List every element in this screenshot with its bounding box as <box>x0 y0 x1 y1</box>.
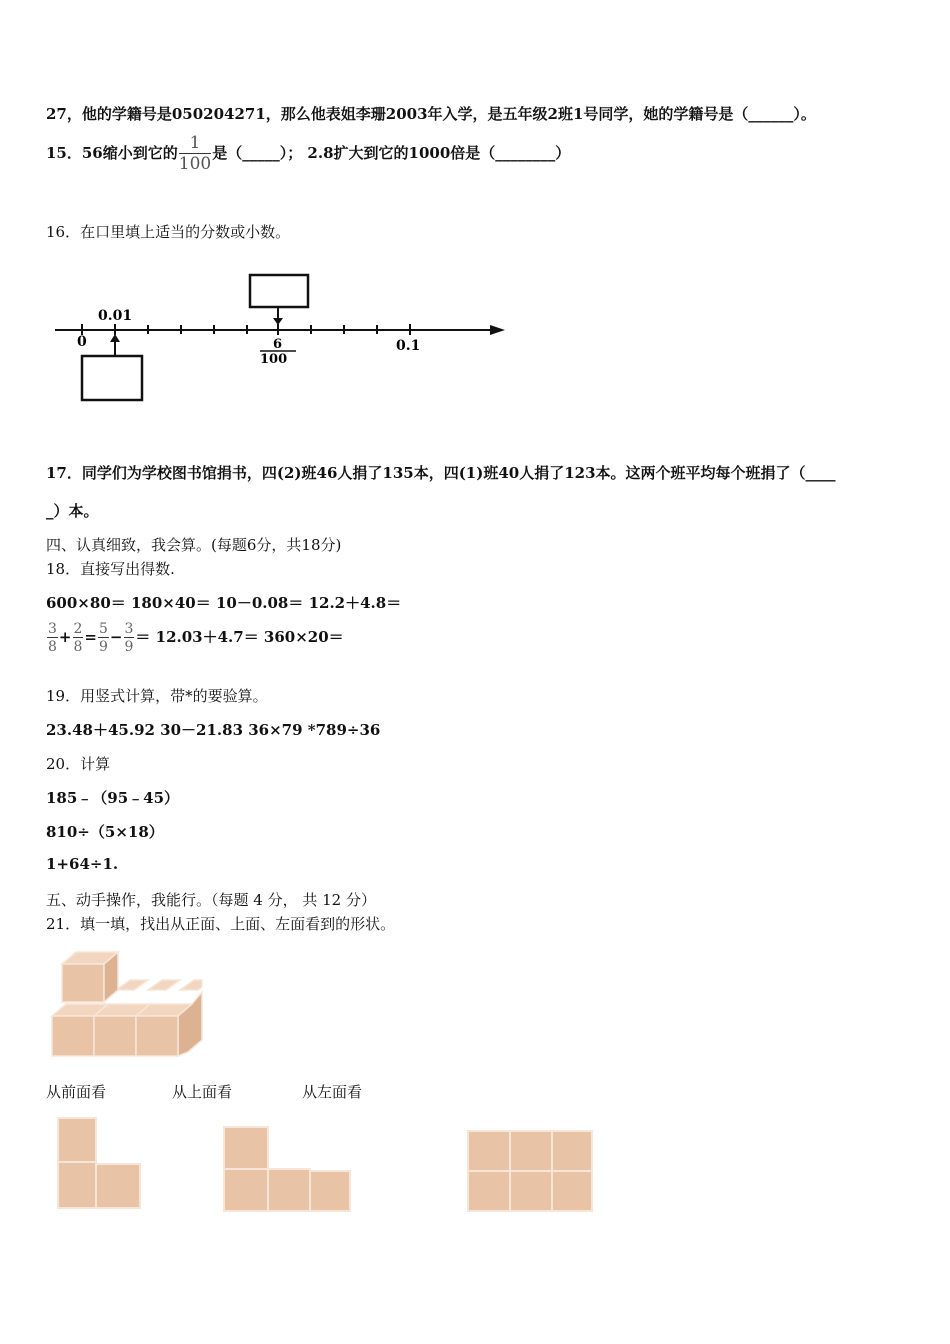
label-top-view: 从上面看 <box>172 1083 233 1101</box>
q15-frac-num: 1 <box>179 135 211 154</box>
answer-box-bottom[interactable] <box>82 356 142 400</box>
label-front-view: 从前面看 <box>46 1083 107 1101</box>
fraction-2-8: $\frac{2}{8}$ <box>73 621 83 655</box>
arrow-right-icon <box>490 325 505 335</box>
fraction-5-9: $\frac{5}{9}$ <box>99 621 108 655</box>
label-left-view: 从左面看 <box>302 1083 363 1101</box>
question-20-line2: 810÷（5×18） <box>46 823 164 841</box>
question-21-title: 21．填一填，找出从正面、上面、左面看到的形状。 <box>46 915 396 933</box>
question-18-row1: 600×80＝ 180×40＝ 10－0.08＝ 12.2＋4.8＝ <box>46 594 402 612</box>
label-100: 100 <box>260 352 288 367</box>
label-0-01: 0.01 <box>98 308 133 324</box>
fraction-3-9: $\frac{3}{9}$ <box>124 621 134 655</box>
question-19-title: 19．用竖式计算，带*的要验算。 <box>46 687 268 705</box>
question-20-line1: 185﹣（95﹣45） <box>46 789 180 807</box>
cube-stack-figure <box>48 948 208 1060</box>
number-line-figure <box>50 268 520 408</box>
q15-prefix: 15．56缩小到它的 <box>46 144 178 162</box>
q15-frac-den: 100 <box>178 154 212 174</box>
question-20-title: 20．计算 <box>46 755 111 773</box>
view-option-3[interactable] <box>466 1129 594 1213</box>
view-option-1[interactable] <box>56 1116 142 1210</box>
fraction-3-8: $\frac{3}{8}$ <box>48 621 57 655</box>
answer-box-top[interactable] <box>250 275 308 307</box>
question-16: 16．在口里填上适当的分数或小数。 <box>46 223 291 241</box>
q15-fraction <box>179 135 211 173</box>
label-0-1: 0.1 <box>396 338 421 354</box>
question-17-line1: 17．同学们为学校图书馆捐书，四(2)班46人捐了135本，四(1)班40人捐了123本。这两个班平均每个班捐了（____ <box>46 464 836 482</box>
question-15 <box>46 135 570 173</box>
label-6: 6 <box>273 337 283 352</box>
q15-suffix: 是（_____）； 2.8扩大到它的1000倍是（________） <box>212 144 571 162</box>
view-option-2[interactable] <box>222 1125 352 1213</box>
question-18-title: 18．直接写出得数. <box>46 560 175 578</box>
question-19-row: 23.48＋45.92 30－21.83 36×79 *789÷36 <box>46 721 381 739</box>
question-17-line2: _）本。 <box>46 502 99 520</box>
label-0: 0 <box>77 334 87 350</box>
question-27: 27，他的学籍号是050204271，那么他表姐李珊2003年入学，是五年级2班1号同学，她的学籍号是（______）。 <box>46 105 816 123</box>
section-4-heading: 四、认真细致，我会算。(每题6分，共18分) <box>46 536 342 554</box>
question-18-row2: $\frac{3}{8}$ + $\frac{2}{8}$ = $\frac{5}{9}$ − $\frac{3}{9}$ ＝ 12.03＋4.7＝ 360×20＝ <box>48 621 344 655</box>
section-5-heading: 五、动手操作，我能行。（每题 4 分， 共 12 分） <box>46 891 376 909</box>
question-20-line3: 1+64÷1. <box>46 855 119 873</box>
